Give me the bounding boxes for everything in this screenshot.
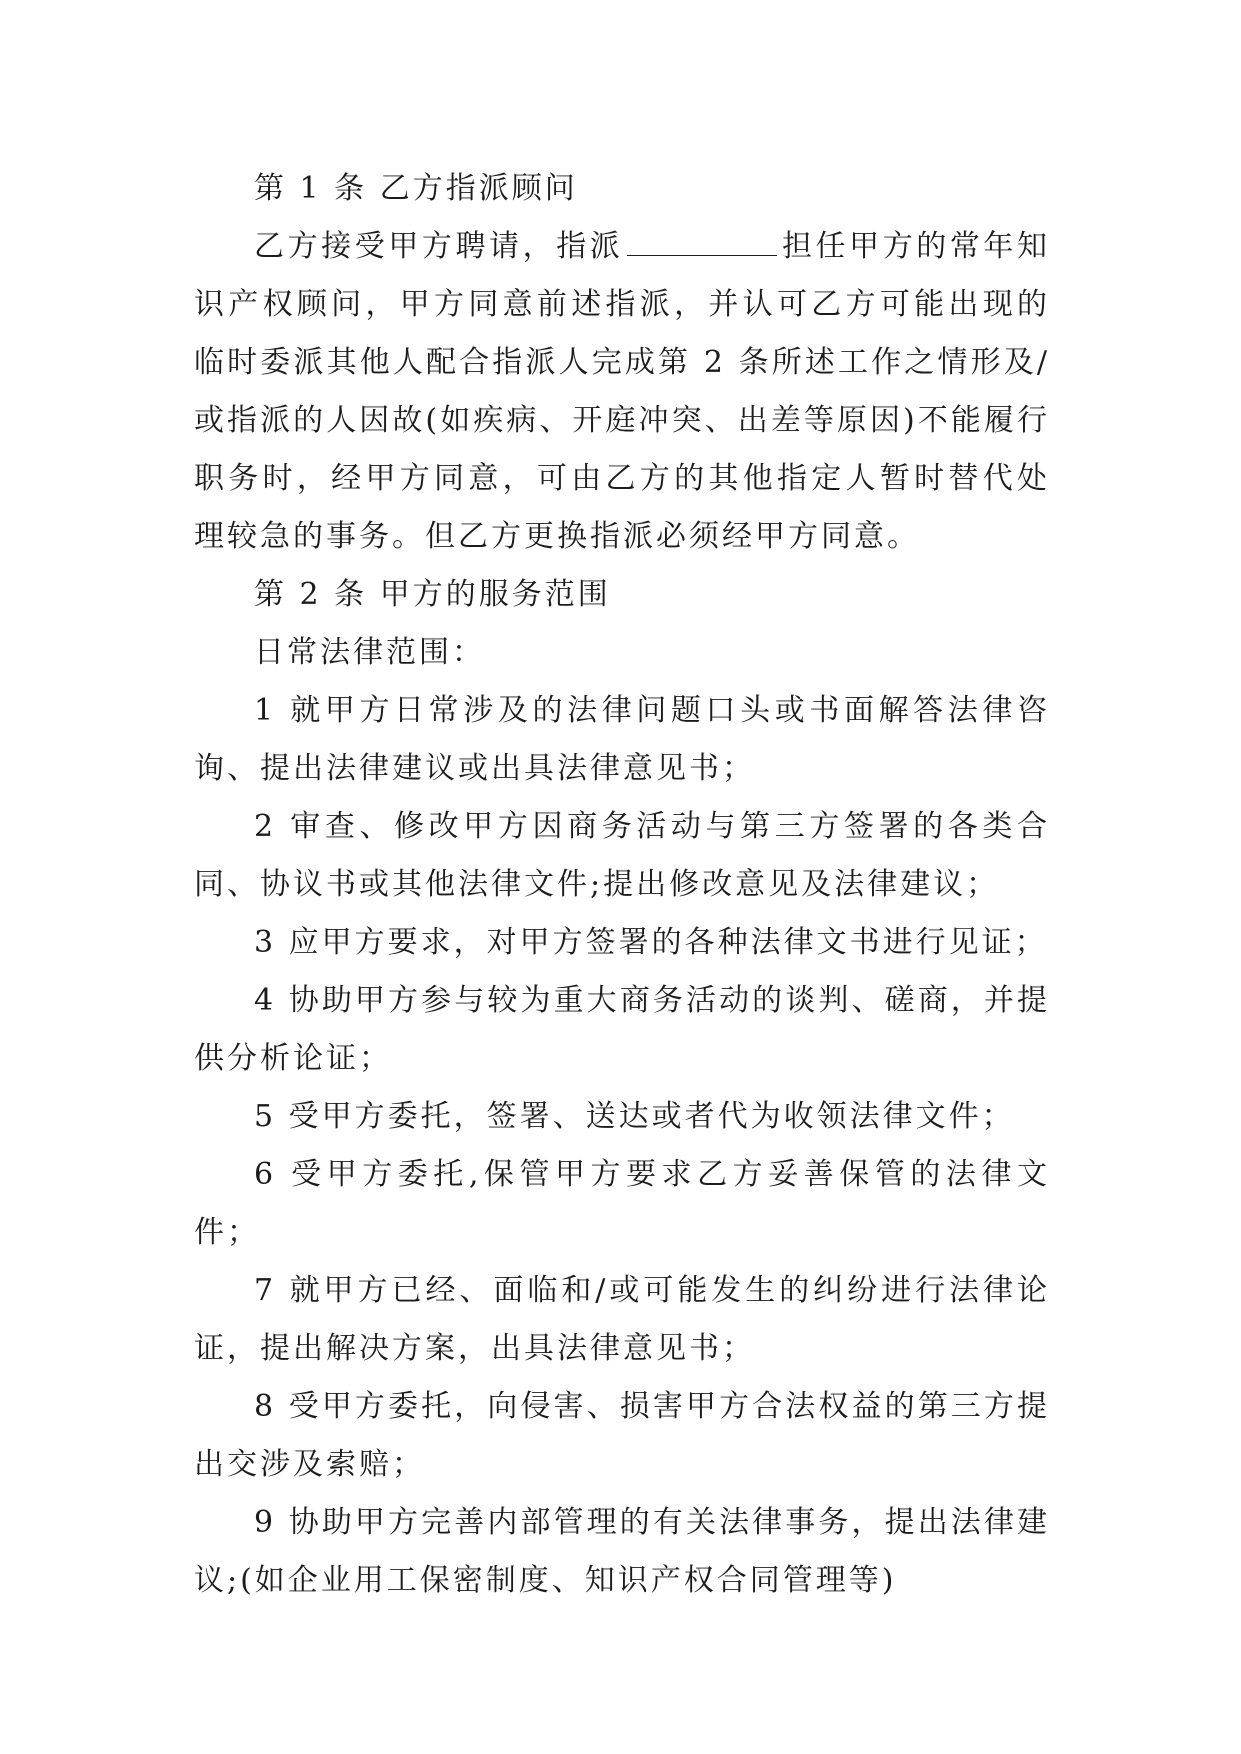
- section-1-paragraph: [194, 218, 1050, 566]
- list-item: 2 审查、修改甲方因商务活动与第三方签署的各类合同、协议书或其他法律文件;提出修改意见及法律建议；: [194, 809, 1050, 902]
- list-item: 8 受甲方委托，向侵害、损害甲方合法权益的第三方提出交涉及索赔；: [194, 1389, 1050, 1482]
- list-item: 3 应甲方要求，对甲方签署的各种法律文书进行见证；: [254, 925, 1048, 960]
- section-1-text-before-blank: 乙方接受甲方聘请，指派: [254, 229, 624, 264]
- document-body: [194, 160, 1050, 1610]
- list-item: 1 就甲方日常涉及的法律问题口头或书面解答法律咨询、提出法律建议或出具法律意见书；: [194, 693, 1050, 786]
- list-item: 4 协助甲方参与较为重大商务活动的谈判、磋商，并提供分析论证；: [194, 983, 1050, 1076]
- list-item: 7 就甲方已经、面临和/或可能发生的纠纷进行法律论证，提出解决方案，出具法律意见书；: [194, 1273, 1050, 1366]
- section-1-text-after-blank: 担任甲方的常年知识产权顾问，甲方同意前述指派，并认可乙方可能出现的临时委派其他人配合指派人完成第 2 条所述工作之情形及/或指派的人因故(如疾病、开庭冲突、出差等原因)不能履行职务时，经甲方同意，可由乙方的其他指定人暂时替代处理较急的事务。但乙方更换指派必须经甲方同意。: [194, 229, 1051, 554]
- list-item: 6 受甲方委托,保管甲方要求乙方妥善保管的法律文件；: [194, 1157, 1050, 1250]
- scope-label: 日常法律范围：: [254, 635, 485, 670]
- list-item: 5 受甲方委托，签署、送达或者代为收领法律文件；: [254, 1099, 1015, 1134]
- assignee-blank-line: [627, 225, 777, 256]
- list-item: 9 协助甲方完善内部管理的有关法律事务，提出法律建议;(如企业用工保密制度、知识产权合同管理等): [194, 1505, 1050, 1598]
- section-1-heading: 第 1 条 乙方指派顾问: [254, 171, 578, 206]
- section-2-heading: 第 2 条 甲方的服务范围: [254, 577, 611, 612]
